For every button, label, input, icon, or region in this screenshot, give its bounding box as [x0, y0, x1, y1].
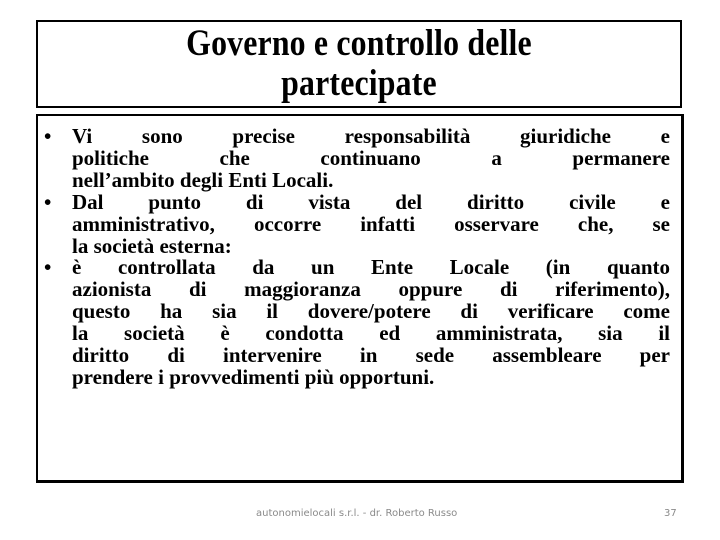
- bullet-list: [44, 124, 670, 389]
- bullet-text-line: prendere i provvedimenti più opportuni.: [72, 364, 435, 389]
- title-box: [36, 20, 682, 108]
- bullet-text-line: Vi sono precise responsabilità giuridiche e: [72, 124, 670, 148]
- bullet-text-line: la società esterna:: [72, 233, 232, 258]
- page-number: 37: [664, 508, 677, 519]
- bullet-text-line: azionista di maggioranza oppure di riferimento),: [72, 277, 670, 302]
- bullet-text-line: questo ha sia il dovere/potere di verificare come: [72, 299, 670, 324]
- footer-text: autonomielocali s.r.l. - dr. Roberto Russo: [256, 508, 458, 519]
- bullet-icon: •: [44, 255, 52, 280]
- bullet-item: [44, 189, 670, 258]
- bullet-text-line: la società è condotta ed amministrata, sia il: [72, 321, 670, 346]
- bullet-text-line: politiche che continuano a permanere: [72, 145, 670, 170]
- bullet-item: [44, 124, 670, 192]
- bullet-icon: •: [44, 189, 52, 214]
- bullet-text-line: nell’ambito degli Enti Locali.: [72, 167, 334, 192]
- bullet-text-line: diritto di intervenire in sede assembleare per: [72, 343, 670, 368]
- bullet-text-line: amministrativo, occorre infatti osservare che, se: [72, 211, 670, 236]
- slide-title: [83, 24, 635, 104]
- bullet-text-line: è controllata da un Ente Locale (in quanto: [72, 255, 670, 280]
- title-line: partecipate: [281, 63, 437, 104]
- bullet-text-line: Dal punto di vista del diritto civile e: [72, 189, 670, 214]
- content-box: [36, 114, 684, 483]
- bullet-icon: •: [44, 124, 52, 148]
- title-line: Governo e controllo delle: [186, 23, 532, 64]
- bullet-item: [44, 255, 670, 389]
